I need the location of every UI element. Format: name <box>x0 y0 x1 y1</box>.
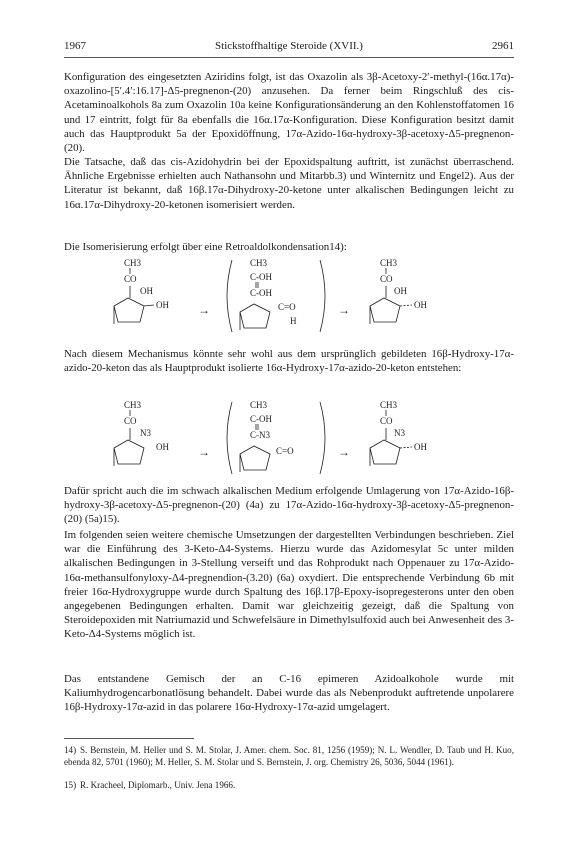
footnote-text: R. Kracheel, Diplomarb., Univ. Jena 1966. <box>80 780 236 790</box>
scheme1-ch3-left: CH3 <box>124 258 142 268</box>
scheme2-coh-mid: C-OH <box>250 414 272 424</box>
scheme1-coh-mid-1: C-OH <box>250 272 272 282</box>
scheme2-ch3-mid: CH3 <box>250 400 268 410</box>
scheme2-arrow-2: → <box>338 445 350 459</box>
scheme1-ch3-right: CH3 <box>380 258 398 268</box>
scheme1-h-mid: H <box>290 316 297 326</box>
scheme2-cdo-mid: C=O <box>276 446 294 456</box>
scheme1-ch3-mid: CH3 <box>250 258 268 268</box>
scheme1-cdo-mid: C=O <box>278 302 296 312</box>
scheme1-structure-right <box>370 258 427 324</box>
scheme2-cn3-mid: C-N3 <box>250 430 270 440</box>
paragraph-6: Im folgenden seien weitere chemische Umsetzungen der dargestellten Verbindungen beschrieben. Ziel war die Einführung des 3-Keto-Δ4-Systems. Hierzu wurde das Azidomesylat 5c unter milden alkalischen Bedingungen in 3-Stellung verseift und das Rohprodukt nach Oppenauer zu 17α-Azido-16α-methansulfonyloxy-Δ4-pregnendion-(3.20) (6a) oxydiert. Die entsprechende Verbindung 6b mit freier 16α-Hydroxygruppe wurde durch Spaltung des 16β.17β-Epoxy-isopregesterons unter den oben angegebenen Bedingungen erhalten. Damit war gleichzeitig gezeigt, daß die Spaltung von Steroidepoxiden mit Natriumazid und Schwefelsäure in Dimethylsulfoxid auch bei Anwesenheit des 3-Keto-Δ4-Systems möglich ist. <box>64 529 514 641</box>
paragraph-2: Die Tatsache, daß das cis-Azidohydrin bei der Epoxidspaltung auftritt, ist zunächst überraschend. Ähnliche Ergebnisse erhielten auch Nathansohn und Mitarbb.3) und Winternitz und Engel2). Aus der Literatur ist bekannt, daß 16β.17α-Dihydroxy-20-ketone unter alkalischen Bedingungen leicht zu 16α.17α-Dihydroxy-20-ketonen isomerisiert werden. <box>64 156 514 211</box>
scheme1-oh-upper-right: OH <box>394 286 407 296</box>
scheme2-structure-left <box>114 400 169 466</box>
reaction-scheme-1 <box>100 256 480 336</box>
scheme1-co-left: CO <box>124 274 137 284</box>
scheme1-structure-left <box>114 258 169 324</box>
scheme1-structure-middle <box>227 258 325 332</box>
paragraph-3: Die Isomerisierung erfolgt über eine Retroaldolkondensation14): <box>64 241 347 253</box>
scheme2-structure-middle <box>227 400 325 474</box>
paragraph-5: Dafür spricht auch die im schwach alkalischen Medium erfolgende Umlagerung von 17α-Azido-16β-hydroxy-3β-acetoxy-Δ5-pregnenon-(20) (4a) zu 17α-Azido-16α-hydroxy-3β-acetoxy-Δ5-pregnenon-(20) (5a)15). <box>64 485 514 526</box>
footnote-15 <box>64 780 514 792</box>
scheme2-structure-right <box>370 400 427 466</box>
header-rule <box>64 57 514 58</box>
scheme1-coh-mid-2: C-OH <box>250 288 272 298</box>
scheme2-ch3-left: CH3 <box>124 400 142 410</box>
scheme2-co-right: CO <box>380 416 393 426</box>
footnote-14 <box>64 745 514 768</box>
scheme2-n3-right: N3 <box>394 428 405 438</box>
scheme1-oh-lower-right: OH <box>414 300 427 310</box>
scheme2-co-left: CO <box>124 416 137 426</box>
scheme1-arrow-1: → <box>198 303 210 317</box>
header-running-title: Stickstoffhaltige Steroide (XVII.) <box>215 40 363 52</box>
scheme1-co-right: CO <box>380 274 393 284</box>
page-header <box>64 40 514 56</box>
scheme2-oh-right: OH <box>414 442 427 452</box>
reaction-scheme-2 <box>100 398 480 478</box>
scheme1-arrow-2: → <box>338 303 350 317</box>
scheme1-oh-upper-left: OH <box>140 286 153 296</box>
footnote-rule <box>64 738 194 739</box>
header-year: 1967 <box>64 40 86 52</box>
footnote-number: 15) <box>64 780 77 790</box>
scheme1-oh-lower-left: OH <box>156 300 169 310</box>
paragraph-4: Nach diesem Mechanismus könnte sehr wohl aus dem ursprünglich gebildeten 16β-Hydroxy-17α-azido-20-keton das als Hauptprodukt isolierte 16α-Hydroxy-17α-azido-20-keton entstehen: <box>64 348 514 375</box>
scheme2-ch3-right: CH3 <box>380 400 398 410</box>
footnote-text: S. Bernstein, M. Heller und S. M. Stolar, J. Amer. chem. Soc. 81, 1256 (1959); N. L. Wendler, D. Taub und H. Kuo, ebenda 82, 5701 (1960); M. Heller, S. M. Stolar und S. Bernstein, J. org. Chemistry 26, 5036, 5044 (1961). <box>64 745 514 767</box>
scheme2-oh-left: OH <box>156 442 169 452</box>
scheme2-arrow-1: → <box>198 445 210 459</box>
footnote-number: 14) <box>64 745 77 755</box>
paragraph-1: Konfiguration des eingesetzten Aziridins folgt, ist das Oxazolin als 3β-Acetoxy-2′-methyl-(16α.17α)-oxazolino-[5′.4′:16.17]-Δ5-pregnenon-(20) anzusehen. Da ferner beim Ringschluß des cis-Acetaminoalkohols 8a zum Oxazolin 10a keine Konfigurationsänderung an den Kohlenstoffatomen 16 und 17 eintritt, folgt für 8a ebenfalls die 16α.17α-Konfiguration. Diese Konfiguration besitzt damit auch das Hauptprodukt 5a der Epoxidöffnung, 17α-Azido-16α-hydroxy-3β-acetoxy-Δ5-pregnenon-(20). <box>64 71 514 155</box>
header-page-number: 2961 <box>492 40 514 52</box>
scheme2-n3-left: N3 <box>140 428 151 438</box>
paragraph-7: Das entstandene Gemisch der an C-16 epimeren Azidoalkohole wurde mit Kaliumhydrogencarbonatlösung behandelt. Dabei wurde das als Nebenprodukt auftretende unpolarere 16β-Hydroxy-17α-azid in das polarere 16α-Hydroxy-17α-azid umgelagert. <box>64 673 514 714</box>
